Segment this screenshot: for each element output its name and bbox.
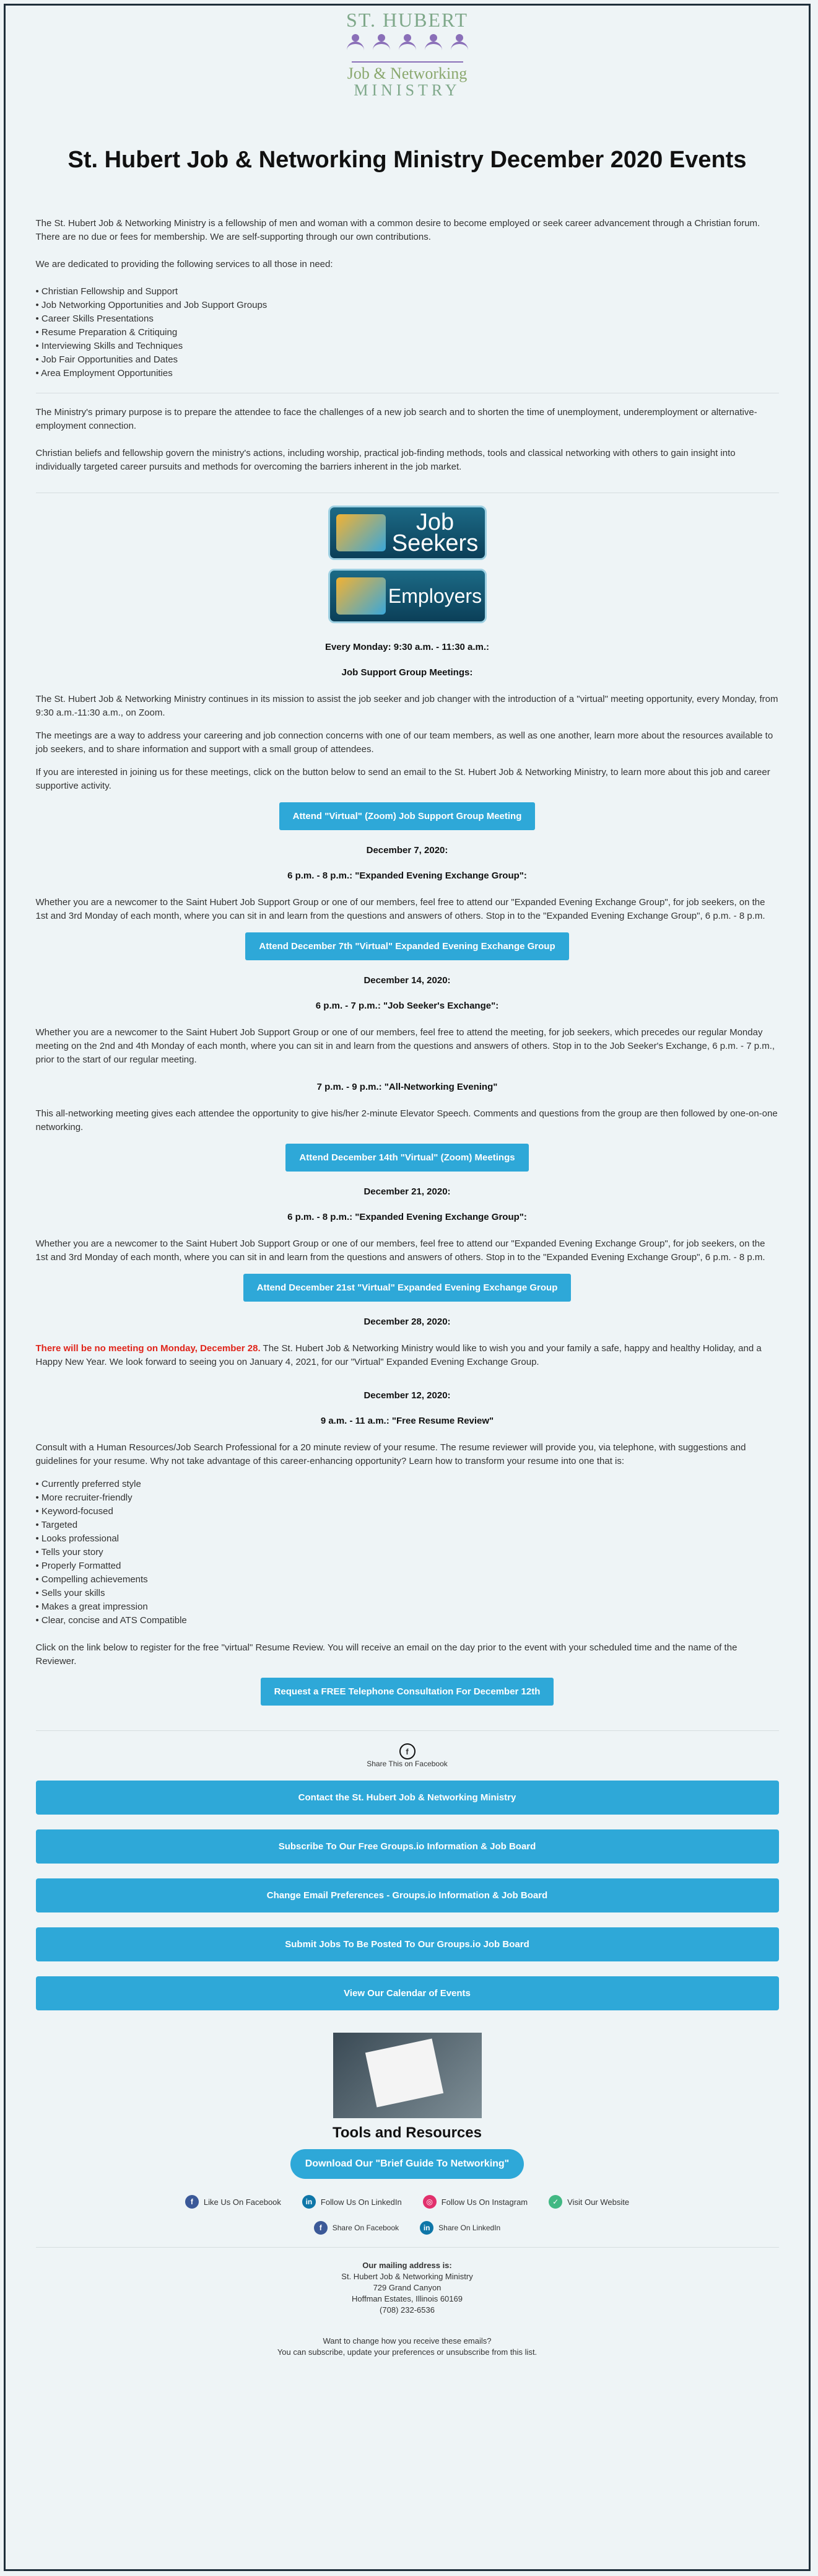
share-facebook-top[interactable]	[36, 1743, 779, 1768]
attend-dec21-button[interactable]: Attend December 21st "Virtual" Expanded Evening Exchange Group	[243, 1274, 572, 1302]
list-item: • Job Networking Opportunities and Job Support Groups	[36, 299, 779, 312]
share-linkedin-link[interactable]	[420, 2221, 500, 2235]
list-item: • Makes a great impression	[36, 1600, 779, 1614]
page-title: St. Hubert Job & Networking Ministry December 2020 Events	[67, 147, 747, 173]
dec14-date: December 14, 2020:	[363, 975, 451, 986]
attend-dec14-button[interactable]: Attend December 14th "Virtual" (Zoom) Meetings	[285, 1144, 528, 1172]
dec28-text: The St. Hubert Job & Networking Ministry would like to wish you and your family a safe, happy and healthy Holiday, and a Happy New Year. We look forward to seeing you on January 4, 2021, for our "Virtual" Expanded Evening Exchange Group.	[35, 1343, 762, 1367]
linkedin-icon: in	[420, 2221, 433, 2235]
list-item: • Tells your story	[36, 1546, 779, 1559]
subscribe-button[interactable]: Subscribe To Our Free Groups.io Information & Job Board	[36, 1829, 779, 1864]
monday-p2: The meetings are a way to address your careering and job connection concerns with one of our team members, as well as one another, learn more about the resources available to job seekers, and to share information and support with a small group of attendees.	[35, 730, 773, 755]
follow-linkedin-label: Follow Us On LinkedIn	[320, 2197, 402, 2207]
divider	[36, 1730, 779, 1731]
dec12-heading: 9 a.m. - 11 a.m.: "Free Resume Review"	[320, 1416, 494, 1426]
logo-figures-icon	[36, 30, 779, 59]
footer-line1: Want to change how you receive these emails?	[323, 2336, 492, 2346]
like-facebook-link[interactable]	[185, 2195, 281, 2209]
website-icon: ✓	[549, 2195, 562, 2209]
list-item: • Clear, concise and ATS Compatible	[36, 1614, 779, 1628]
linkedin-icon: in	[302, 2195, 316, 2209]
intro-p1: The St. Hubert Job & Networking Ministry is a fellowship of men and woman with a common desire to become employed or seek career advancement through a Christian forum. There are no due or fees for membership. We are self-supporting through our own contributions.	[35, 218, 760, 242]
dec28-paragraph	[36, 1342, 779, 1369]
tools-title: Tools and Resources	[333, 2124, 482, 2141]
dec7-text: Whether you are a newcomer to the Saint Hubert Job Support Group or one of our members, feel free to attend our "Expanded Evening Exchange Group", for job seekers, on the 1st and 3rd Monday of each month, where you can sit in and learn from the questions and answers of others. Stop in to the "Expanded Evening Exchange Group", 6 p.m. - 8 p.m.	[35, 897, 765, 921]
contact-button[interactable]: Contact the St. Hubert Job & Networking Ministry	[36, 1781, 779, 1815]
facebook-icon: f	[314, 2221, 328, 2235]
list-item: • Compelling achievements	[36, 1573, 779, 1587]
follow-instagram-label: Follow Us On Instagram	[441, 2197, 528, 2207]
address-name: St. Hubert Job & Networking Ministry	[341, 2272, 473, 2281]
list-item: • Resume Preparation & Critiquing	[36, 326, 779, 340]
job-seekers-image-icon	[336, 514, 386, 551]
intro-p3: The Ministry's primary purpose is to prepare the attendee to face the challenges of a new job search and to shorten the time of unemployment, underemployment or alternative-employment connection.	[35, 407, 757, 431]
job-seekers-banner[interactable]	[328, 506, 487, 560]
dec21-date: December 21, 2020:	[363, 1186, 451, 1197]
change-preferences-button[interactable]: Change Email Preferences - Groups.io Information & Job Board	[36, 1878, 779, 1912]
follow-links	[36, 2195, 779, 2209]
dec14-heading1: 6 p.m. - 7 p.m.: "Job Seeker's Exchange":	[315, 1001, 499, 1011]
mailing-address	[36, 2260, 779, 2358]
employers-image-icon	[336, 577, 386, 615]
intro-section	[36, 217, 779, 474]
dec12-p1: Consult with a Human Resources/Job Search Professional for a 20 minute review of your resume. The resume reviewer will provide you, via telephone, with suggestions and guidelines for your resume. Why not take advantage of this career-enhancing opportunity? Learn how to transform your resume into one that is:	[35, 1442, 746, 1466]
follow-instagram-link[interactable]	[423, 2195, 528, 2209]
facebook-icon: f	[185, 2195, 199, 2209]
dec21-text: Whether you are a newcomer to the Saint Hubert Job Support Group or one of our members, feel free to attend our "Expanded Evening Exchange Group", for job seekers, on the 1st and 3rd Monday of each month, where you can sit in and learn from the questions and answers of others. Stop in to the "Expanded Evening Exchange Group", 6 p.m. - 8 p.m.	[35, 1238, 765, 1263]
ministry-logo	[36, 9, 779, 99]
list-item: • Christian Fellowship and Support	[36, 285, 779, 299]
employers-banner[interactable]	[328, 569, 487, 623]
monday-time: Every Monday: 9:30 a.m. - 11:30 a.m.:	[324, 642, 490, 652]
dec28-date: December 28, 2020:	[363, 1316, 451, 1327]
employers-label: Employers	[388, 585, 482, 607]
visit-website-label: Visit Our Website	[567, 2197, 630, 2207]
email-content	[36, 9, 779, 2358]
list-item: • Currently preferred style	[36, 1478, 779, 1491]
address-street: 729 Grand Canyon	[373, 2283, 442, 2292]
list-item: • Properly Formatted	[36, 1559, 779, 1573]
dec14-heading2: 7 p.m. - 9 p.m.: "All-Networking Evening"	[316, 1082, 498, 1092]
intro-p2: We are dedicated to providing the following services to all those in need:	[35, 259, 333, 269]
share-facebook-label: Share This on Facebook	[367, 1759, 448, 1768]
share-facebook-link[interactable]	[314, 2221, 399, 2235]
dec7-heading: 6 p.m. - 8 p.m.: "Expanded Evening Exchange Group":	[287, 870, 527, 881]
services-list	[36, 285, 779, 380]
list-item: • Area Employment Opportunities	[36, 367, 779, 380]
resume-qualities-list	[36, 1478, 779, 1628]
divider	[36, 2247, 779, 2248]
list-item: • Sells your skills	[36, 1587, 779, 1600]
job-seekers-label: Job Seekers	[391, 509, 479, 556]
monday-heading: Job Support Group Meetings:	[341, 667, 473, 678]
list-item: • Looks professional	[36, 1532, 779, 1546]
view-calendar-button[interactable]: View Our Calendar of Events	[36, 1976, 779, 2010]
logo-line1: ST. HUBERT	[346, 9, 469, 31]
submit-jobs-button[interactable]: Submit Jobs To Be Posted To Our Groups.io Job Board	[36, 1927, 779, 1961]
share-facebook-label: Share On Facebook	[332, 2223, 399, 2232]
share-linkedin-label: Share On LinkedIn	[438, 2223, 501, 2232]
footer-line2[interactable]: You can subscribe, update your preferences or unsubscribe from this list.	[277, 2347, 537, 2357]
request-consultation-button[interactable]: Request a FREE Telephone Consultation For December 12th	[261, 1678, 554, 1706]
logo-line3: MINISTRY	[354, 81, 461, 99]
attend-dec7-button[interactable]: Attend December 7th "Virtual" Expanded Evening Exchange Group	[245, 932, 568, 960]
list-item: • Career Skills Presentations	[36, 312, 779, 326]
list-item: • Keyword-focused	[36, 1505, 779, 1518]
list-item: • Job Fair Opportunities and Dates	[36, 353, 779, 367]
logo-line2: Job & Networking	[347, 64, 468, 82]
follow-linkedin-link[interactable]	[302, 2195, 402, 2209]
instagram-icon: ◎	[423, 2195, 437, 2209]
dec12-date: December 12, 2020:	[363, 1390, 451, 1401]
address-label: Our mailing address is:	[362, 2261, 452, 2270]
list-item: • Targeted	[36, 1518, 779, 1532]
visit-website-link[interactable]	[549, 2195, 629, 2209]
monday-p3: If you are interested in joining us for these meetings, click on the button below to send an email to the St. Hubert Job & Networking Ministry, to learn more about this job and career supportive activity.	[35, 767, 770, 791]
attend-zoom-button[interactable]: Attend "Virtual" (Zoom) Job Support Group Meeting	[279, 802, 536, 830]
address-city: Hoffman Estates, Illinois 60169	[352, 2294, 463, 2303]
no-meeting-notice: There will be no meeting on Monday, December 28.	[35, 1343, 261, 1354]
download-guide-button[interactable]: Download Our "Brief Guide To Networking"	[290, 2149, 524, 2179]
dec12-p2: Click on the link below to register for the free "virtual" Resume Review. You will receive an email on the day prior to the event with your scheduled time and the name of the Reviewer.	[35, 1642, 738, 1667]
dec14-text2: This all-networking meeting gives each attendee the opportunity to give his/her 2-minute Elevator Speech. Comments and questions from the group are then followed by one-on-one networking.	[35, 1108, 778, 1132]
monday-p1: The St. Hubert Job & Networking Ministry continues in its mission to assist the job seeker and job changer with the introduction of a "virtual" meeting opportunity, every Monday, from 9:30 a.m.-11:30 a.m., on Zoom.	[35, 694, 778, 718]
list-item: • More recruiter-friendly	[36, 1491, 779, 1505]
email-frame	[4, 4, 811, 2571]
list-item: • Interviewing Skills and Techniques	[36, 340, 779, 353]
share-links	[36, 2221, 779, 2235]
intro-p4: Christian beliefs and fellowship govern the ministry's actions, including worship, practical job-finding methods, tools and classical networking with others to gain insight into individually targeted career pursuits and methods for overcoming the barriers inherent in the job market.	[35, 448, 736, 472]
facebook-icon: f	[399, 1743, 416, 1759]
dec21-heading: 6 p.m. - 8 p.m.: "Expanded Evening Exchange Group":	[287, 1212, 527, 1222]
notebook-pen-image	[333, 2033, 482, 2118]
like-facebook-label: Like Us On Facebook	[203, 2197, 281, 2207]
dec7-date: December 7, 2020:	[366, 845, 448, 856]
dec14-text1: Whether you are a newcomer to the Saint Hubert Job Support Group or one of our members, feel free to attend the meeting, for job seekers, which precedes our regular Monday meeting on the 2nd and 4th Monday of each month, where you can sit in and learn from the questions and answers of others. Stop in to the Job Seeker's Exchange, 6 p.m. - 7 p.m., prior to the start of our regular meeting.	[35, 1027, 775, 1065]
address-phone: (708) 232-6536	[380, 2305, 435, 2315]
